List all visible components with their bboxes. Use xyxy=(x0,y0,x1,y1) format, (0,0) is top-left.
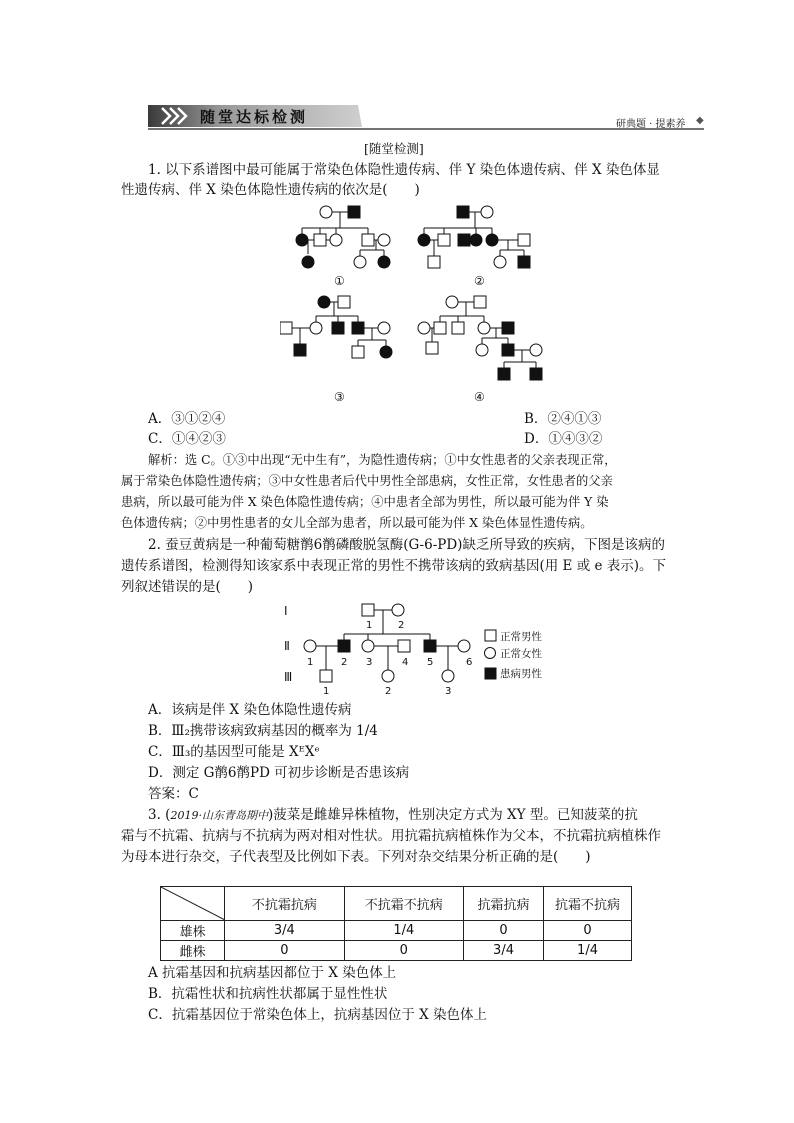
table-cell: 雄株 xyxy=(161,921,225,941)
banner-title: 随堂达标检测 xyxy=(200,108,309,126)
num-II5: 5 xyxy=(427,657,434,668)
q1-explanation-2: 属于常染色体隐性遗传病；③中女性患者后代中男性全部患病，女性正常，女性患者的父亲 xyxy=(121,474,613,488)
q3-option-b: B．抗霜性状和抗病性状都属于显性性状 xyxy=(148,986,388,1002)
table-cell: 0 xyxy=(463,921,543,941)
q1-option-c: C．①④②③ xyxy=(148,431,226,447)
table-cell: 雌株 xyxy=(161,941,225,961)
gen-label-2: Ⅱ xyxy=(284,639,290,653)
legend-affected-male: 患病男性 xyxy=(500,668,542,680)
q1-option-d: D．①④③② xyxy=(524,431,603,447)
diagonal-line xyxy=(161,887,225,920)
q3-source: 2019·山东青岛期中 xyxy=(170,809,268,822)
q2-line1: 2. 蚕豆黄病是一种葡萄糖鹡6鹡磷酸脱氢酶(G-6-PD)缺乏所导致的疾病，下图是该病的 xyxy=(148,537,665,553)
num-II1: 1 xyxy=(307,657,314,668)
q3-option-c: C．抗霜基因位于常染色体上，抗病基因位于 X 染色体上 xyxy=(148,1007,488,1023)
legend-normal-female: 正常女性 xyxy=(500,648,542,660)
header-banner xyxy=(148,103,708,131)
fig-label-4: ④ xyxy=(474,390,485,404)
num-I1: 1 xyxy=(366,620,373,631)
q3-line2: 霜与不抗霜、抗病与不抗病为两对相对性状。用抗霜抗病植株作为父本，不抗霜抗病植株作 xyxy=(121,828,661,844)
pedigree-1 xyxy=(296,206,390,268)
q1-line2: 性遗传病、伴 X 染色体隐性遗传病的依次是( ) xyxy=(121,182,420,198)
num-I2: 2 xyxy=(398,620,405,631)
num-II3: 3 xyxy=(366,657,373,668)
legend-normal-male: 正常男性 xyxy=(500,631,542,643)
q2-option-c: C．Ⅲ₃的基因型可能是 XᴱXᵉ xyxy=(148,744,320,760)
gen-label-3: Ⅲ xyxy=(284,670,293,684)
pedigree-3 xyxy=(280,296,392,358)
header-right-label: 研典题 · 提素养 xyxy=(616,119,686,130)
q1-explanation-1: 解析：选 C。①③中出现“无中生有”，为隐性遗传病；①中女性患者的父亲表现正常， xyxy=(148,453,617,467)
q1-option-b: B．②④①③ xyxy=(524,411,602,427)
table-corner-cell xyxy=(161,887,225,921)
num-II4: 4 xyxy=(402,657,409,668)
table-header: 不抗霜抗病 xyxy=(225,887,344,921)
section-label: [随堂检测] xyxy=(364,141,424,156)
q1-line1: 1. 以下系谱图中最可能属于常染色体隐性遗传病、伴 Y 染色体遗传病、伴 X 染色体显 xyxy=(148,162,660,178)
q1-explanation-3: 患病，所以最可能为伴 X 染色体隐性遗传病；④中患者全部为男性，所以最可能为伴 Y 染 xyxy=(121,495,609,509)
q3-suffix: )菠菜是雌雄异株植物，性别决定方式为 XY 型。已知菠菜的抗 xyxy=(267,807,638,823)
table-cell: 1/4 xyxy=(344,921,463,941)
q2-option-b: B．Ⅲ₂携带该病致病基因的概率为 1/4 xyxy=(148,723,378,739)
table-row xyxy=(161,921,632,941)
table-cell: 0 xyxy=(344,941,463,961)
q2-answer: 答案：C xyxy=(148,786,199,802)
table-cell: 0 xyxy=(225,941,344,961)
q3-option-a: A 抗霜基因和抗病基因都位于 X 染色体上 xyxy=(148,965,397,981)
fig-label-1: ① xyxy=(334,274,345,288)
q2-line3: 列叙述错误的是( ) xyxy=(121,579,254,595)
q2-line2: 遗传系谱图，检测得知该家系中表现正常的男性不携带该病的致病基因(用 E 或 e 表示)。下 xyxy=(121,558,667,574)
pedigree-4 xyxy=(418,296,542,380)
gen-label-1: Ⅰ xyxy=(284,604,288,618)
q3-prefix: 3. ( xyxy=(148,807,171,823)
table-header: 抗霜抗病 xyxy=(463,887,543,921)
num-II6: 6 xyxy=(466,657,473,668)
pedigree-2 xyxy=(418,206,530,268)
table-cell: 3/4 xyxy=(463,941,543,961)
num-III2: 2 xyxy=(385,686,392,697)
q3-line3: 为母本进行杂交，子代表型及比例如下表。下列对杂交结果分析正确的是( ) xyxy=(121,849,591,865)
q1-option-a: A．③①②④ xyxy=(148,411,226,427)
num-III1: 1 xyxy=(323,686,330,697)
table-header-row xyxy=(161,887,632,921)
table-row xyxy=(161,941,632,961)
table-cell: 3/4 xyxy=(225,921,344,941)
num-III3: 3 xyxy=(445,686,452,697)
q1-explanation-4: 色体遗传病；②中男性患者的女儿全部为患者，所以最可能为伴 X 染色体显性遗传病。 xyxy=(121,516,593,530)
table-cell: 0 xyxy=(544,921,632,941)
fig-label-2: ② xyxy=(474,274,485,288)
table-cell: 1/4 xyxy=(544,941,632,961)
table-header: 不抗霜不抗病 xyxy=(344,887,463,921)
q1-pedigree-figure xyxy=(280,196,560,406)
q3-line1 xyxy=(148,805,638,826)
fig-label-3: ③ xyxy=(334,390,345,404)
q2-option-a: A．该病是伴 X 染色体隐性遗传病 xyxy=(148,702,352,718)
num-II2: 2 xyxy=(341,657,348,668)
diamond-icon: ◆ xyxy=(696,115,704,126)
table-header: 抗霜不抗病 xyxy=(544,887,632,921)
q2-option-d: D．测定 G鹡6鹡PD 可初步诊断是否患该病 xyxy=(148,765,410,781)
q3-result-table xyxy=(160,886,632,961)
